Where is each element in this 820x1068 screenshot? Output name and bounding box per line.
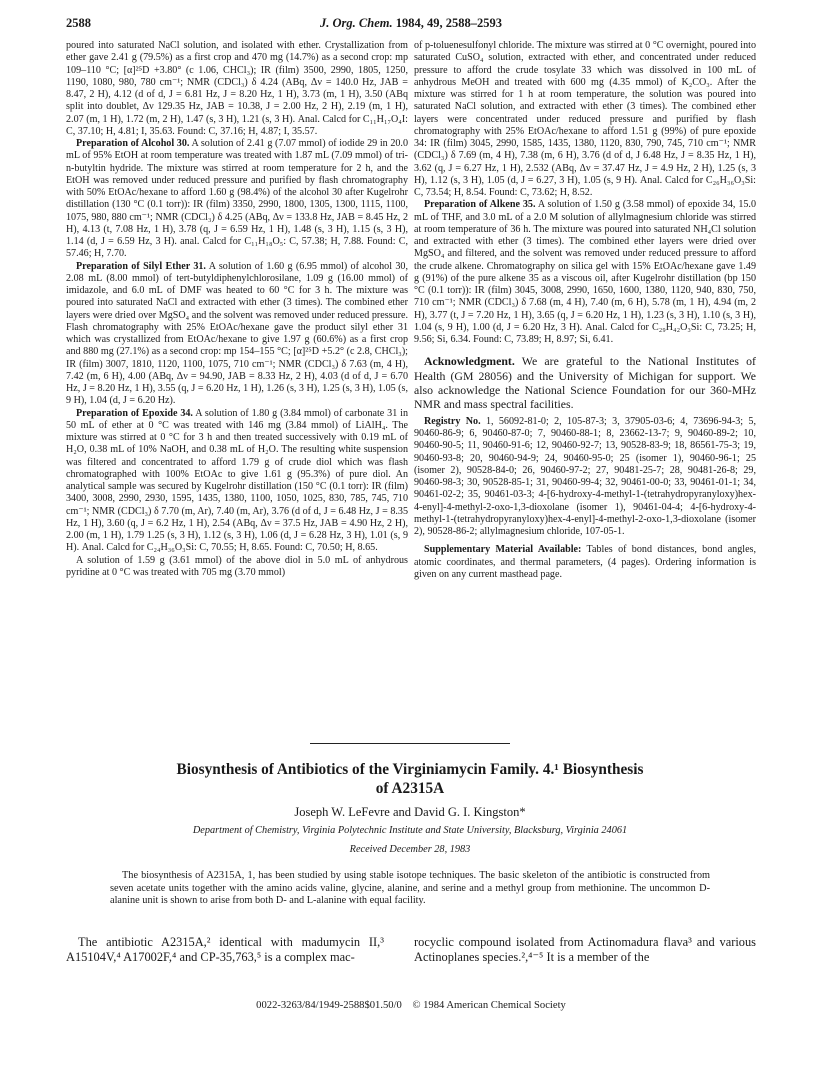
page-footer xyxy=(66,1000,756,1011)
copyright-notice: © 1984 American Chemical Society xyxy=(412,1000,566,1011)
paragraph-iodide-continuation: poured into saturated NaCl solution, and isolated with ether. Crystallization from ether gave 2.41 g (79.5%) as a first crop and 470 mg (14.7%) as a second crop: mp 109–110 °C; [α]²⁵D +3.80° (c 1.06, CHCl₃); IR (film) 3500, 2990, 1805, 1250, 1190, 1080, 980, 780 cm⁻¹; NMR (CDCl₃) δ 4.24 (ABq, Δν = 140.0 Hz, JAB = 8.47, 2 H), 4.12 (d of d, J = 6.81 Hz, J = 8.20 Hz, 1 H), 3.73 (m, 1 H), 3.50 (ABq split into doublet, Δν 129.35 Hz, JAB = 10.38, J = 2.00 Hz, 2 H), 2.19 (m, 1 H), 2.07 (m, 1 H), 1.72 (m, 2 H), 1.47 (s, 3 H), 1.21 (s, 3 H). Anal. Calcd for C₁₁H₁₇O₄I: C, 37.10; H, 4.81; I, 35.63. Found: C, 37.16; H, 4.87; I, 35.57. xyxy=(66,40,408,137)
paragraph-body: A solution of 2.41 g (7.07 mmol) of iodide 29 in 20.0 mL of 95% EtOH at room temperature was treated with 1.87 mL (7.09 mmol) of tri-n-butyltin hydride. The mixture was stirred at room temperature for 2 h, and the EtOH was removed under reduced pressure and purified by flash chromatography with 50% EtOAc/hexane to afford 1.60 g (98.4%) of the alcohol 30 after Kugelrohr distillation (130 °C (0.1 torr)): IR (film) 3350, 2990, 1800, 1305, 1300, 1115, 1100, 1075, 980, 880 cm⁻¹; NMR (CDCl₃) δ 4.25 (ABq, Δν = 133.8 Hz, JAB = 8.45 Hz, 2 H), 4.13 (t, 7.08 Hz, 1 H), 3.78 (q, J = 6.59 Hz, 1 H), 1.48 (s, 3 H), 1.15 (s, 3 H), 1.14 (d, J = 6.59 Hz, 3 H). anal. Calcd for C₁₁H₁₈O₅: C, 57.38; H, 7.88. Found: C, 57.46; H, 7.70. xyxy=(66,138,408,260)
intro-left-column xyxy=(66,935,384,965)
supplementary-body: Tables of bond distances, bond angles, atomic coordinates, and thermal parameters, (4 pages). Ordering information is given on any current masthead page. xyxy=(414,544,757,580)
paragraph-alcohol-30 xyxy=(66,138,408,261)
paragraph-alkene-35 xyxy=(414,199,756,346)
paragraph-body: A solution of 1.50 g (3.58 mmol) of epoxide 34, 15.0 mL of THF, and 3.0 mL of a 2.0 M solution of allylmagnesium chloride was stirred at room temperature of 36 h. The mixture was poured into saturated NH₄Cl solution and extracted with ether (3 times). The combined ether layers were dried over MgSO₄ and filtered, and the solvent was removed under reduced pressure to afford the crude alkene. Chromatography on silica gel with 15% EtOAc/hexane gave 1.49 g (91%) of the pure alkene 35 as a viscous oil, after Kugelrohr distillation (bp 150 °C (0.1 torr)): IR (film) 3045, 3008, 2990, 1650, 1600, 1380, 1120, 940, 830, 750, 710 cm⁻¹; NMR (CDCl₃) δ 7.68 (m, 4 H), 7.40 (m, 6 H), 5.78 (m, 1 H), 4.94 (m, 2 H), 3.77 (t, J = 7.20 Hz, 1 H), 3.65 (q, J = 6.20 Hz, 1 H), 1.23 (s, 3 H), 1.10 (s, 3 H), 1.04 (s, 9 H), 1.00 (d, J = 6.20 Hz, 3 H). Anal. Calcd for C₂₉H₄₂O₃Si: C, 73.25; H, 9.56; Si, 6.34. Found: C, 73.89; H, 8.97; Si, 6.41. xyxy=(414,199,756,345)
run-in-heading: Preparation of Epoxide 34. xyxy=(76,407,193,419)
paragraph-epoxide-34 xyxy=(66,408,408,555)
article-affiliation: Department of Chemistry, Virginia Polytechnic Institute and State University, Blacksburg, Virginia 24061 xyxy=(192,825,628,836)
run-in-heading: Preparation of Alkene 35. xyxy=(424,199,536,211)
right-column xyxy=(414,40,756,581)
article-abstract xyxy=(110,870,710,908)
intro-text-right: rocyclic compound isolated from Actinomadura flava³ and various Actinoplanes species.²,⁴⁻⁵ It is a member of the xyxy=(414,935,756,965)
section-divider xyxy=(310,743,510,744)
left-column xyxy=(66,40,408,579)
journal-citation xyxy=(66,16,756,31)
abstract-text: The biosynthesis of A2315A, 1, has been studied by using stable isotope techniques. The basic skeleton of the antibiotic is constructed from seven acetate units together with the amino acids valine, glycine, alanine, and serine and a methyl group from methionine. The uncommon D-alanine unit is shown to arise from both D- and L-alanine with equal facility. xyxy=(110,870,710,907)
registry-heading: Registry No. xyxy=(424,415,481,427)
article-title xyxy=(100,760,720,798)
intro-text-left: The antibiotic A2315A,² identical with madumycin II,³ A15104V,⁴ A17002F,⁴ and CP-35,763,⁵ is a complex mac- xyxy=(66,935,384,965)
article-title-line-1: Biosynthesis of Antibiotics of the Virginiamycin Family. 4.¹ Biosynthesis xyxy=(176,761,644,778)
paragraph-diol-tosylation: A solution of 1.59 g (3.61 mmol) of the above diol in 5.0 mL of anhydrous pyridine at 0 °C was treated with 705 mg (3.70 mmol) xyxy=(66,554,408,578)
supplementary-heading: Supplementary Material Available: xyxy=(424,544,582,556)
acknowledgment-body: We are grateful to the National Institutes of Health (GM 28056) and the University of Michigan for support. We also acknowledge the National Science Foundation for our 360-MHz NMR and mass spectral facilities. xyxy=(414,354,756,412)
run-in-heading: Preparation of Silyl Ether 31. xyxy=(76,260,206,272)
paragraph-body: A solution of 1.60 g (6.95 mmol) of alcohol 30, 2.08 mL (8.00 mmol) of tert-butyldiphenylchlorosilane, 1.09 g (16.00 mmol) of imidazole, and 6.0 mL of DMF was heated to 60 °C for 3 h. The mixture was poured into saturated NaCl and extracted with ether (3 times). The combined ether layers were dried over MgSO₄ and the solvent was removed under reduced pressure. Flash chromatography with 25% EtOAc/hexane gave the product silyl ether 31 which was crystallized from EtOAc/hexane to give 1.97 g (60.6%) as a first crop and 880 mg (27.1%) as a second crop: mp 154–155 °C; [α]²⁵D +5.2° (c 2.8, CHCl₃); IR (film) 3007, 1810, 1120, 1100, 1075, 710 cm⁻¹; NMR (CDCl₃) δ 7.63 (m, 4 H), 7.42 (m, 6 H), 4.00 (ABq, Δν = 94.90, JAB = 8.33 Hz, 2 H), 4.03 (d of d, J = 6.70 Hz, J = 8.20 Hz, 1 H), 3.55 (q, J = 6.20 Hz, 1 H), 1.26 (s, 3 H), 1.25 (s, 3 H), 1.05 (s, 9 H), 1.04 (d, J = 6.20 Hz). xyxy=(66,260,409,407)
article-authors: Joseph W. LeFevre and David G. I. Kingston* xyxy=(294,805,526,819)
article-title-line-2: of A2315A xyxy=(375,780,445,797)
journal-volume: 1984, 49, 2588–2593 xyxy=(395,16,502,30)
journal-name: J. Org. Chem. xyxy=(320,16,393,30)
page-number: 2588 xyxy=(66,16,91,30)
paragraph-body: A solution of 1.80 g (3.84 mmol) of carbonate 31 in 50 mL of ether at 0 °C was treated with 146 mg (3.84 mmol) of LiAlH₄. The mixture was stirred at 0 °C for 3 h and then treated successively with 0.19 mL of H₂O, 0.38 mL of 10% NaOH, and 0.38 mL of H₂O. The resulting white suspension was filtered and concentrated to afford 1.79 g of crude diol which was flash chromatographed with 100% EtOAc to give 1.61 g (95.3%) of pure diol. An analytical sample was secured by Kugelrohr distillation (150 °C (0.1 torr): IR (film) 3400, 3008, 2990, 2930, 1595, 1435, 1380, 1100, 1050, 1025, 830, 785, 745, 710 cm⁻¹; NMR (CDCl₃) δ 7.70 (m, Ar), 7.40 (m, Ar), 3.76 (d of d, J = 6.48 Hz, J = 8.35 Hz, 1 H), 3.60 (q, J = 6.2 Hz, 1 H), 2.54 (ABq, Δν = 37.5 Hz, JAB = 4.90 Hz, 2 H), 2.00 (m, 1 H), 1.79 1.25 (s, 3 H), 1.12 (s, 3 H), 1.06 (d, J = 6.28 Hz, 3 H), 1.01 (s, 9 H). Anal. Calcd for C₂₄H₃₆O₃Si: C, 70.55; H, 8.65. Found: C, 70.50; H, 8.65. xyxy=(66,407,408,554)
acknowledgment xyxy=(414,354,756,412)
registry-numbers xyxy=(414,416,756,539)
paragraph-silyl-ether-31 xyxy=(66,261,408,408)
run-in-heading: Preparation of Alcohol 30. xyxy=(76,138,190,149)
article-code: 0022-3263/84/1949-2588$01.50/0 xyxy=(256,1000,402,1011)
article-received-date: Received December 28, 1983 xyxy=(349,844,471,855)
intro-right-column xyxy=(414,935,756,965)
registry-body: 1, 56092-81-0; 2, 105-87-3; 3, 37905-03-6; 4, 73696-94-3; 5, 90460-86-9; 6, 90460-87-0; 7, 90460-88-1; 8, 23662-13-7; 9, 90460-89-2; 10, 90460-90-5; 11, 90460-91-6; 12, 90460-92-7; 13, 90528-83-9; 18, 86561-75-3; 19, 90460-93-8; 20, 90460-94-9; 24, 90460-95-0; 25 (isomer 1), 90460-96-1; 25 (isomer 2), 90528-84-0; 26, 90460-97-2; 27, 90481-25-7; 28, 90481-26-8; 29, 90460-98-3; 30, 90528-85-1; 31, 90460-99-4; 32, 90461-00-0; 33, 90461-01-1; 34, 90461-02-2; 35, 90461-03-3; 4-[6-hydroxy-4-methyl-1-(tetrahydropyranyloxy)hex-4-enyl]-4-methyl-2-oxo-1,3-dioxolane (isomer 1), 90461-04-4; 4-[6-hydroxy-4-methyl-1-(tetrahydropyranyloxy)hex-4-enyl]-4-methyl-2-oxo-1,3-dioxolane (isomer 2), 90528-86-2; allylmagnesium chloride, 107-05-1. xyxy=(414,415,757,538)
acknowledgment-heading: Acknowledgment. xyxy=(424,354,515,369)
paragraph-tosylate-continuation: of p-toluenesulfonyl chloride. The mixture was stirred at 0 °C overnight, poured into saturated CuSO₄ solution, extracted with ether, and concentrated under reduced pressure to afford the crude tosylate 33 which was dissolved in 100 mL of anhydrous MeOH and treated with 600 mg (4.35 mmol) of K₂CO₃. After the mixture was stirred for 1 h at room temperature, the solution was poured into saturated NaCl solution, and extracted with ether (3 times). The combined ether layers were concentrated under reduced pressure and purified by flash chromatography with 25% EtOAc/hexane to afford 1.51 g (99%) of pure epoxide 34: IR (film) 3045, 2990, 1585, 1435, 1380, 1120, 830, 790, 745, 710 cm⁻¹; NMR (CDCl₃) δ 7.69 (m, 4 H), 7.38 (m, 6 H), 3.76 (d of d, J 6.48 Hz, J = 8.35 Hz, 1 H), 3.62 (q, J = 6.27 Hz, 1 H), 2.532 (ABq, Δν = 37.47 Hz, J = 4.9 Hz, 2 H), 1.25 (s, 3 H), 1.12 (s, 3 H), 1.05 (d, J = 6.27, 3 H), 1.05 (s, 9 H). Anal. Calcd for C₂₆H₃₆O₃Si: C, 73.54; H, 8.54. Found: C, 73.62; H, 8.52. xyxy=(414,40,756,198)
page-header xyxy=(66,16,756,36)
supplementary-material xyxy=(414,544,756,581)
